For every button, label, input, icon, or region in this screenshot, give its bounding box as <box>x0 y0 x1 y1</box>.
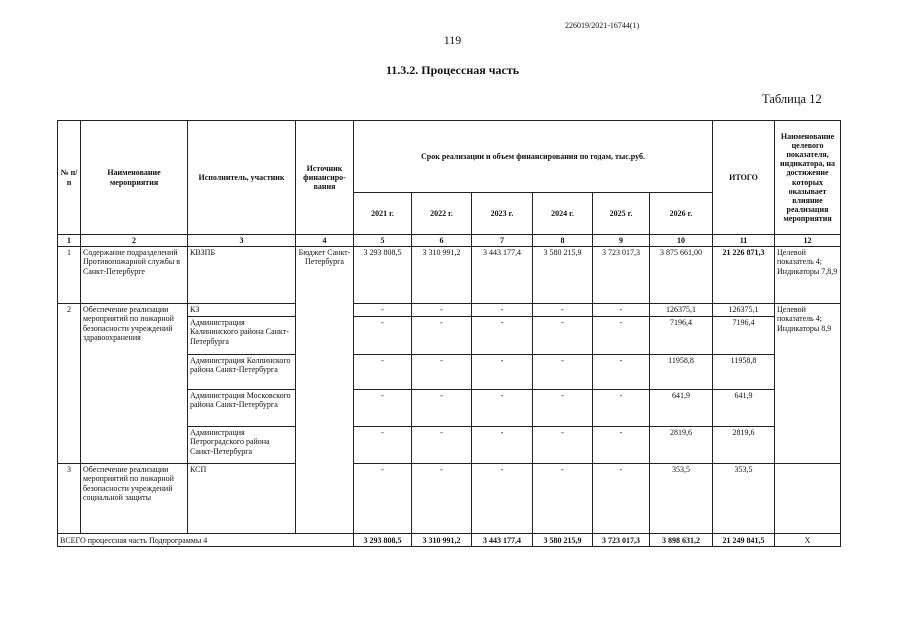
section-heading: 11.3.2. Процессная часть <box>385 63 520 77</box>
executor-name: КВЗПБ <box>188 247 296 304</box>
column-number: 3 <box>188 235 296 247</box>
value-2025: - <box>593 464 650 534</box>
indicator-name <box>775 464 841 534</box>
grand-total-label: ВСЕГО процессная часть Подпрограммы 4 <box>58 534 354 547</box>
indicator-name: Целевой показатель 4; Индикаторы 8,9 <box>775 304 841 464</box>
row-total: 2819,6 <box>713 427 775 464</box>
value-2024: - <box>533 390 593 427</box>
row-number: 2 <box>58 304 81 464</box>
header-indicator: Наименование целевого показателя, индикатора, на достижение которых оказывает влияние реализация мероприятия <box>775 121 841 235</box>
grand-total-2022: 3 310 991,2 <box>412 534 472 547</box>
value-2025: - <box>593 317 650 355</box>
value-2026: 353,5 <box>650 464 713 534</box>
table-row <box>58 247 841 304</box>
funding-source-empty <box>296 464 354 534</box>
executor-name: КСП <box>188 464 296 534</box>
executor-name: КЗ <box>188 304 296 317</box>
funding-source-empty <box>296 317 354 355</box>
executor-name: Администрация Петроградского района Санкт-Петербурга <box>188 427 296 464</box>
header-total: ИТОГО <box>713 121 775 235</box>
value-2021: - <box>354 317 412 355</box>
row-total: 21 226 871,3 <box>713 247 775 304</box>
value-2024: - <box>533 464 593 534</box>
header-year: 2021 г. <box>354 193 412 235</box>
column-number: 7 <box>472 235 533 247</box>
value-2024: - <box>533 427 593 464</box>
value-2023: - <box>472 355 533 390</box>
row-total: 7196,4 <box>713 317 775 355</box>
funding-source-empty <box>296 390 354 427</box>
grand-total-2024: 3 580 215,9 <box>533 534 593 547</box>
column-number: 11 <box>713 235 775 247</box>
header-no: № п/п <box>58 121 81 235</box>
table-row <box>58 304 841 317</box>
row-number: 1 <box>58 247 81 304</box>
column-number: 4 <box>296 235 354 247</box>
activity-name: Обеспечение реализации мероприятий по пожарной безопасности учреждений здравоохранения <box>81 304 188 464</box>
executor-name: Администрация Калининского района Санкт-Петербурга <box>188 317 296 355</box>
value-2021: 3 293 808,5 <box>354 247 412 304</box>
column-numbers-row <box>58 235 841 247</box>
value-2023: - <box>472 317 533 355</box>
value-2026: 126375,1 <box>650 304 713 317</box>
financing-table <box>57 120 841 547</box>
header-year: 2024 г. <box>533 193 593 235</box>
value-2022: - <box>412 355 472 390</box>
grand-total-2021: 3 293 808,5 <box>354 534 412 547</box>
value-2022: - <box>412 427 472 464</box>
value-2021: - <box>354 390 412 427</box>
row-total: 11958,8 <box>713 355 775 390</box>
row-total: 353,5 <box>713 464 775 534</box>
value-2023: - <box>472 464 533 534</box>
value-2024: - <box>533 304 593 317</box>
page-number: 119 <box>443 33 462 47</box>
value-2022: - <box>412 304 472 317</box>
header-row <box>58 121 841 193</box>
column-number: 2 <box>81 235 188 247</box>
header-activity: Наименование мероприятия <box>81 121 188 235</box>
grand-total-indicator: Х <box>775 534 841 547</box>
value-2022: 3 310 991,2 <box>412 247 472 304</box>
funding-source-empty <box>296 355 354 390</box>
value-2023: - <box>472 304 533 317</box>
value-2025: - <box>593 304 650 317</box>
column-number: 12 <box>775 235 841 247</box>
value-2025: - <box>593 427 650 464</box>
value-2024: 3 580 215,9 <box>533 247 593 304</box>
grand-total-sum: 21 249 841,5 <box>713 534 775 547</box>
row-number: 3 <box>58 464 81 534</box>
executor-name: Администрация Колпинского района Санкт-Петербурга <box>188 355 296 390</box>
column-number: 6 <box>412 235 472 247</box>
indicator-name: Целевой показатель 4; Индикаторы 7,8,9 <box>775 247 841 304</box>
funding-source-empty <box>296 427 354 464</box>
document-number: 226019/2021-16744(1) <box>565 21 640 30</box>
grand-total-2023: 3 443 177,4 <box>472 534 533 547</box>
activity-name: Обеспечение реализации мероприятий по пожарной безопасности учреждений социальной защиты <box>81 464 188 534</box>
value-2025: 3 723 017,3 <box>593 247 650 304</box>
value-2021: - <box>354 304 412 317</box>
header-year: 2022 г. <box>412 193 472 235</box>
value-2025: - <box>593 390 650 427</box>
header-executor: Исполнитель, участник <box>188 121 296 235</box>
table-caption: Таблица 12 <box>762 92 822 106</box>
header-year: 2023 г. <box>472 193 533 235</box>
row-total: 641,9 <box>713 390 775 427</box>
value-2022: - <box>412 390 472 427</box>
column-number: 10 <box>650 235 713 247</box>
activity-name: Содержание подразделений Противопожарной службы в Санкт-Петербурге <box>81 247 188 304</box>
executor-name: Администрация Московского района Санкт-Петербурга <box>188 390 296 427</box>
value-2023: - <box>472 427 533 464</box>
value-2026: 7196,4 <box>650 317 713 355</box>
grand-total-row <box>58 534 841 547</box>
header-year: 2025 г. <box>593 193 650 235</box>
value-2026: 3 875 661,00 <box>650 247 713 304</box>
grand-total-2025: 3 723 017,3 <box>593 534 650 547</box>
value-2026: 641,9 <box>650 390 713 427</box>
value-2021: - <box>354 464 412 534</box>
grand-total-2026: 3 898 631,2 <box>650 534 713 547</box>
value-2021: - <box>354 355 412 390</box>
column-number: 5 <box>354 235 412 247</box>
value-2024: - <box>533 317 593 355</box>
column-number: 1 <box>58 235 81 247</box>
header-source: Источник финансиро-вания <box>296 121 354 235</box>
funding-source-empty <box>296 304 354 317</box>
value-2026: 2819,6 <box>650 427 713 464</box>
funding-source: Бюджет Санкт-Петербурга <box>296 247 354 304</box>
header-year: 2026 г. <box>650 193 713 235</box>
value-2024: - <box>533 355 593 390</box>
value-2025: - <box>593 355 650 390</box>
table-row <box>58 464 841 534</box>
value-2026: 11958,8 <box>650 355 713 390</box>
row-total: 126375,1 <box>713 304 775 317</box>
value-2023: 3 443 177,4 <box>472 247 533 304</box>
value-2021: - <box>354 427 412 464</box>
value-2023: - <box>472 390 533 427</box>
value-2022: - <box>412 317 472 355</box>
header-period: Срок реализации и объем финансирования по годам, тыс.руб. <box>354 121 713 193</box>
column-number: 9 <box>593 235 650 247</box>
value-2022: - <box>412 464 472 534</box>
column-number: 8 <box>533 235 593 247</box>
